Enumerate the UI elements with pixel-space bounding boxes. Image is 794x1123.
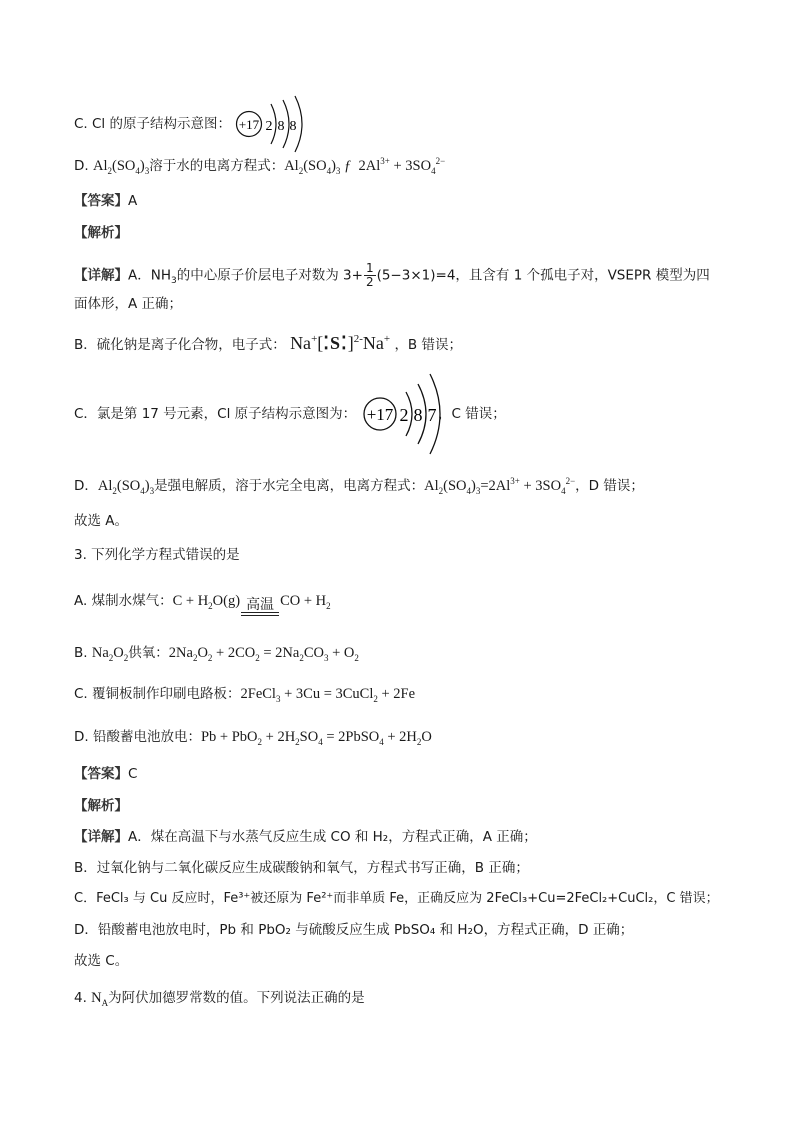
q2-explanation-b: B．硫化钠是离子化合物，电子式： Na+[⁚S⁚]$^{2-}$Na+ ，B 错误； bbox=[74, 333, 462, 353]
shell-2: 8 bbox=[413, 405, 423, 425]
q2-analysis-label: 【解析】 bbox=[74, 225, 128, 241]
avogadro-symbol: $N_A$ bbox=[91, 990, 109, 1008]
nucleus-charge: +17 bbox=[366, 405, 394, 424]
q2-explanation-c: C．氯是第 17 号元素，Cl 原子结构示意图为： +17 2 8 7 ，C 错误； bbox=[74, 370, 734, 460]
shell-1: 2 bbox=[265, 119, 273, 134]
formula-al2so43: $Al_2(SO_4)_3$ bbox=[92, 158, 150, 176]
nucleus-charge: +17 bbox=[239, 117, 260, 132]
q3-option-c: C. 覆铜板制作印刷电路板：2FeCl$_3$ + 3Cu = 3CuCl$_2$ + 2Fe bbox=[74, 686, 416, 704]
q2-conclusion: 故选 A。 bbox=[74, 513, 129, 529]
na2o2-equation: $2Na_2O_2 + 2CO_2 = 2Na_2CO_3 + O_2$ bbox=[168, 645, 359, 663]
q3-analysis-label: 【解析】 bbox=[74, 798, 128, 814]
q2-explanation-a: 【详解】A．$NH_3$的中心原子价层电子对数为 3+ $\frac{1}{2}$ (5−3×1)=4，且含有 1 个孤电子对，VSEPR 模型为四 bbox=[74, 261, 710, 289]
q2-explanation-a-cont: 面体形，A 正确； bbox=[74, 296, 183, 312]
cl-atom-structure-diagram bbox=[235, 92, 319, 156]
water-gas-equation: $C + H_2O(g)$ 高温 CO + $H_2$ bbox=[173, 593, 331, 609]
q4-stem: 4. $N_A$为阿伏加德罗常数的值。下列说法正确的是 bbox=[74, 990, 365, 1008]
high-temp-condition: 高温 bbox=[241, 598, 279, 616]
q3-stem: 3. 下列化学方程式错误的是 bbox=[74, 547, 240, 563]
na2s-electron-formula: Na+[⁚S⁚]$^{2-}$Na+ bbox=[290, 333, 391, 353]
q2-answer: 【答案】A bbox=[74, 193, 138, 209]
q3-option-a: A. 煤制水煤气：$C + H_2O(g)$ 高温 CO + $H_2$ bbox=[74, 586, 734, 616]
ionization-equation-correct: $Al_2(SO_4)_3=2Al^{3+} + 3SO_4^{2-}$ bbox=[424, 476, 576, 496]
q3-explanation-d: D．铅酸蓄电池放电时，Pb 和 PbO₂ 与硫酸反应生成 PbSO₄ 和 H₂O，方程式正确，D 正确； bbox=[74, 922, 634, 938]
shell-3: 7 bbox=[427, 405, 437, 425]
q3-explanation-a: 【详解】A．煤在高温下与水蒸气反应生成 CO 和 H₂，方程式正确，A 正确； bbox=[74, 829, 537, 845]
q2-explanation-d: D．$Al_2(SO_4)_3$是强电解质，溶于水完全电离，电离方程式：$Al_2(SO_4)_3=2Al^{3+} + 3SO_4^{2-}$，D 错误； bbox=[74, 476, 644, 496]
q2-option-d: D. $Al_2(SO_4)_3$溶于水的电离方程式：$Al_2(SO_4)_3$ ƒ $2Al^{3+} + 3SO_4^{2-}$ bbox=[74, 156, 446, 176]
shell-2: 8 bbox=[277, 119, 285, 134]
shell-3: 8 bbox=[289, 119, 297, 134]
q3-explanation-c: C．FeCl₃ 与 Cu 反应时，Fe³⁺被还原为 Fe²⁺而非单质 Fe，正确反应为 2FeCl₃+Cu=2FeCl₂+CuCl₂，C 错误； bbox=[74, 891, 719, 906]
q3-explanation-b: B．过氧化钠与二氧化碳反应生成碳酸钠和氧气，方程式书写正确，B 正确； bbox=[74, 860, 529, 876]
q3-option-d: D. 铅酸蓄电池放电：$Pb + PbO_2 + 2H_2SO_4$ = 2PbSO$_4$ + $2H_2O$ bbox=[74, 729, 432, 747]
q3-conclusion: 故选 C。 bbox=[74, 953, 129, 969]
q2-option-c: C. Cl 的原子结构示意图： +17 2 8 8 bbox=[74, 92, 734, 156]
fecl3-cu-equation: 2FeCl$_3$ + 3Cu = 3CuCl$_2$ + 2Fe bbox=[240, 686, 416, 704]
shell-1: 2 bbox=[399, 405, 409, 425]
q3-option-b: B. $Na_2O_2$供氧：$2Na_2O_2 + 2CO_2 = 2Na_2CO_3 + O_2$ bbox=[74, 645, 359, 663]
lead-acid-equation: $Pb + PbO_2 + 2H_2SO_4$ = 2PbSO$_4$ + $2H_2O$ bbox=[200, 729, 432, 747]
ionization-equation-wrong: $Al_2(SO_4)_3$ ƒ $2Al^{3+} + 3SO_4^{2-}$ bbox=[284, 156, 446, 176]
q3-answer: 【答案】C bbox=[74, 766, 138, 782]
fraction-half: $\frac{1}{2}$ bbox=[365, 261, 374, 289]
